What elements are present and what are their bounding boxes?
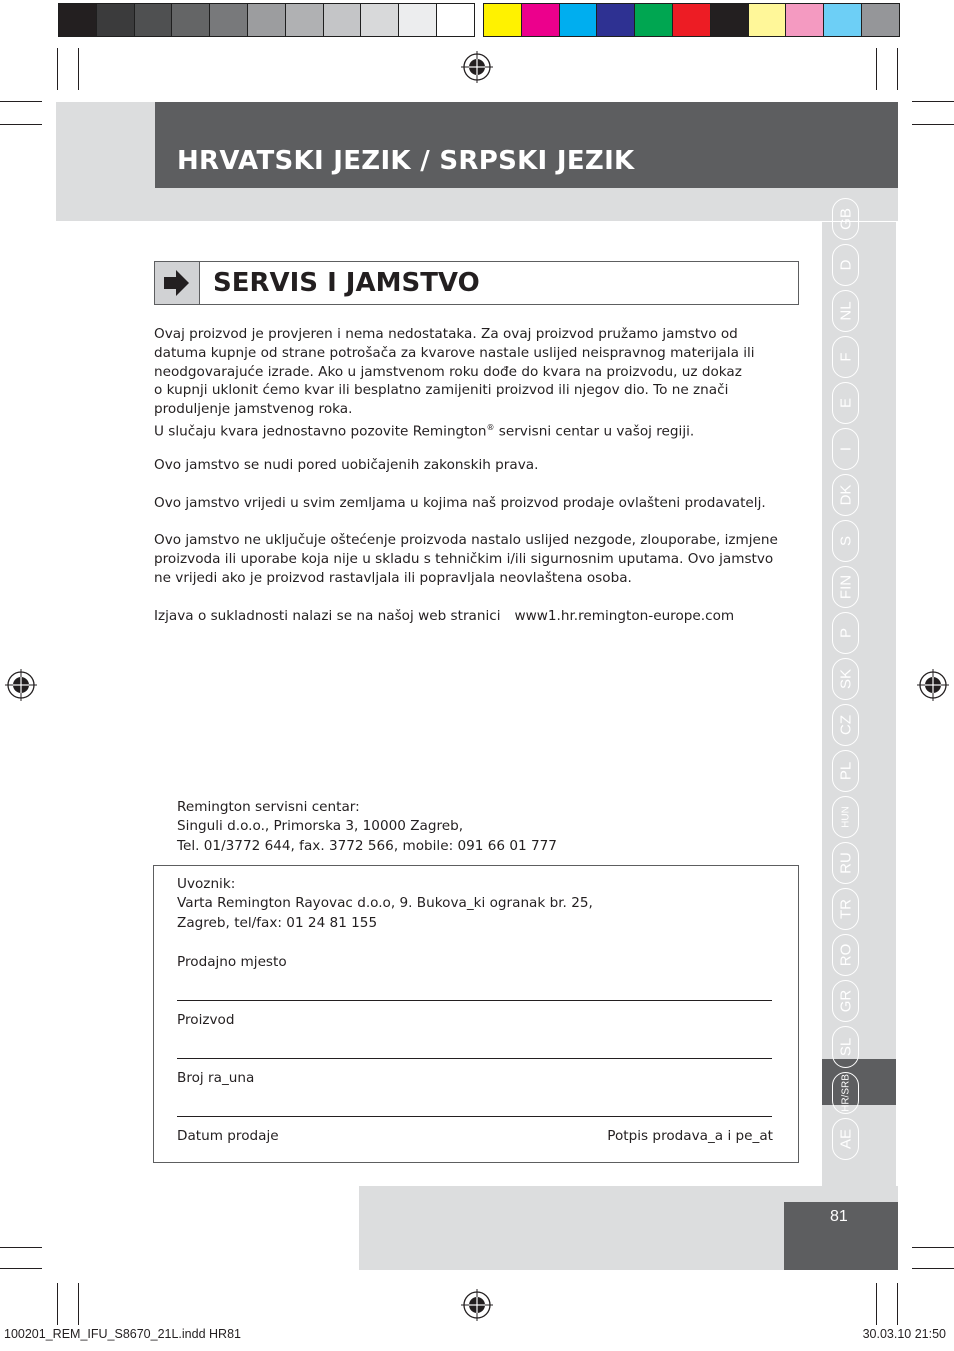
importer-block xyxy=(177,875,593,933)
language-tab-i[interactable] xyxy=(832,428,859,470)
crop-mark xyxy=(78,1283,79,1325)
language-tab-label: GB xyxy=(837,208,854,230)
date-slug: 30.03.10 21:50 xyxy=(862,1327,946,1341)
paragraph-text: servisni centar u vašoj regiji. xyxy=(494,423,695,440)
crop-mark xyxy=(912,1247,954,1248)
language-tab-label: F xyxy=(837,352,854,362)
language-tab-label: RO xyxy=(837,943,854,967)
language-tab-d[interactable] xyxy=(832,244,859,286)
page-number-box xyxy=(784,1202,898,1270)
language-tab-p[interactable] xyxy=(832,612,859,654)
crop-mark xyxy=(912,101,954,102)
language-tab-label: I xyxy=(837,446,854,452)
language-tab-label: D xyxy=(837,259,854,271)
service-center-address: Singuli d.o.o., Primorska 3, 10000 Zagreb, xyxy=(177,818,464,835)
language-tab-label: S xyxy=(837,535,854,547)
language-tab-dk[interactable] xyxy=(832,474,859,516)
warranty-paragraph-1b xyxy=(154,419,694,441)
color-swatch xyxy=(134,3,173,37)
section-title: SERVIS I JAMSTVO xyxy=(213,268,480,298)
fill-in-line xyxy=(177,1058,772,1059)
crop-mark xyxy=(78,48,79,90)
fill-in-line xyxy=(177,1116,772,1117)
conformity-statement xyxy=(154,607,734,626)
color-swatch xyxy=(398,3,437,37)
color-swatch xyxy=(559,3,598,37)
registration-mark-icon xyxy=(917,669,949,701)
language-tab-gr[interactable] xyxy=(832,980,859,1022)
color-swatch xyxy=(596,3,635,37)
language-tab-label: DK xyxy=(837,484,854,506)
language-tab-label: HUN xyxy=(840,806,851,828)
language-tab-e[interactable] xyxy=(832,382,859,424)
language-tab-label: AE xyxy=(837,1128,854,1150)
section-arrow-box xyxy=(155,262,200,304)
color-swatch xyxy=(285,3,324,37)
language-tab-label: RU xyxy=(837,852,854,874)
crop-mark xyxy=(0,124,42,125)
color-swatch xyxy=(483,3,522,37)
registration-mark-icon xyxy=(461,1289,493,1321)
service-center-label: Remington servisni centar: xyxy=(177,799,360,815)
page-header xyxy=(155,102,898,188)
language-tab-sk[interactable] xyxy=(832,658,859,700)
color-swatch xyxy=(672,3,711,37)
language-tab-label: FIN xyxy=(837,574,854,600)
color-swatch xyxy=(634,3,673,37)
language-tab-label: TR xyxy=(837,899,854,919)
service-center-block xyxy=(177,798,557,856)
language-tab-ru[interactable] xyxy=(832,842,859,884)
header-bottom-band xyxy=(155,188,898,221)
language-tab-nl[interactable] xyxy=(832,290,859,332)
crop-mark xyxy=(897,48,898,90)
crop-mark xyxy=(0,1247,42,1248)
warranty-paragraph-4: Ovo jamstvo ne uključuje oštećenje proizvoda nastalo uslijed nezgode, zlouporabe, izmjene proizvoda ili uporabe koja nije u skladu s tehničkim i/ili sigurnosnim uputama. Ovo jamstvo ne vrijedi ako je proizvod rastavljala ili popravljala neovlaštena osoba. xyxy=(154,532,778,586)
language-tab-label: SL xyxy=(837,1037,854,1057)
language-tab-tr[interactable] xyxy=(832,888,859,930)
crop-mark xyxy=(876,1283,877,1325)
color-swatch xyxy=(360,3,399,37)
language-tab-label: HR/SRB xyxy=(840,1074,851,1112)
color-swatch xyxy=(521,3,560,37)
language-tab-label: PL xyxy=(837,761,854,781)
crop-mark xyxy=(57,1283,58,1325)
field-label-seller-signature: Potpis prodava_a i pe_at xyxy=(607,1128,773,1144)
crop-mark xyxy=(876,48,877,90)
language-tab-ae[interactable] xyxy=(832,1118,859,1160)
language-tab-fin[interactable] xyxy=(832,566,859,608)
language-tab-f[interactable] xyxy=(832,336,859,378)
header-left-band xyxy=(56,102,155,221)
language-tab-label: P xyxy=(837,627,854,639)
arrow-right-icon xyxy=(155,262,199,304)
paragraph-text: U slučaju kvara jednostavno pozovite Remington xyxy=(154,423,487,440)
language-tab-label: GR xyxy=(837,989,854,1013)
section-heading xyxy=(154,261,799,305)
language-tab-hr-srb[interactable] xyxy=(832,1072,859,1114)
page-number: 81 xyxy=(830,1208,848,1225)
color-swatch xyxy=(96,3,135,37)
field-label-product: Proizvod xyxy=(177,1012,235,1028)
language-tab-pl[interactable] xyxy=(832,750,859,792)
warranty-paragraph-1: Ovaj proizvod je provjeren i nema nedostataka. Za ovaj proizvod pružamo jamstvo od datuma kupnje od strane potrošača za kvarove nastale uslijed neispravnog materijala ili neodgovarajuće izrade. Ako u jamstvenom roku dođe do kvara na proizvodu, uz dokaz o kupnji uklonit ćemo kvar ili besplatno zamijeniti proizvod ili njegov dio. To ne znači produljenje jamstvenog roka. xyxy=(154,326,755,418)
field-label-place-of-sale: Prodajno mjesto xyxy=(177,954,287,970)
crop-mark xyxy=(57,48,58,90)
language-tab-hun[interactable] xyxy=(832,796,859,838)
registration-mark-icon xyxy=(5,669,37,701)
color-swatch xyxy=(861,3,900,37)
language-tab-s[interactable] xyxy=(832,520,859,562)
language-tab-gb[interactable] xyxy=(832,198,859,240)
language-tab-ro[interactable] xyxy=(832,934,859,976)
language-tab-label: SK xyxy=(837,668,854,690)
color-swatch xyxy=(171,3,210,37)
crop-mark xyxy=(897,1283,898,1325)
crop-mark xyxy=(912,1268,954,1269)
paragraph-text: Izjava o sukladnosti nalazi se na našoj web stranici xyxy=(154,608,501,624)
field-label-receipt-number: Broj ra_una xyxy=(177,1070,255,1086)
field-label-date-of-sale: Datum prodaje xyxy=(177,1128,279,1144)
importer-label: Uvoznik: xyxy=(177,876,236,892)
crop-mark xyxy=(0,101,42,102)
importer-address: Varta Remington Rayovac d.o.o, 9. Bukova_ki ogranak br. 25, xyxy=(177,895,593,912)
color-swatch xyxy=(436,3,475,37)
service-center-phone: Tel. 01/3772 644, fax. 3772 566, mobile: 091 66 01 777 xyxy=(177,837,557,854)
color-swatch xyxy=(785,3,824,37)
warranty-paragraph-3: Ovo jamstvo vrijedi u svim zemljama u kojima naš proizvod prodaje ovlašteni prodavatelj. xyxy=(154,495,766,511)
color-swatch xyxy=(710,3,749,37)
color-swatch xyxy=(209,3,248,37)
file-slug: 100201_REM_IFU_S8670_21L.indd HR81 xyxy=(4,1327,241,1341)
color-swatch xyxy=(323,3,362,37)
registration-mark-icon xyxy=(461,51,493,83)
language-tab-sl[interactable] xyxy=(832,1026,859,1068)
importer-phone: Zagreb, tel/fax: 01 24 81 155 xyxy=(177,914,378,931)
color-swatch xyxy=(748,3,787,37)
page-title: HRVATSKI JEZIK / SRPSKI JEZIK xyxy=(177,146,635,176)
language-tab-cz[interactable] xyxy=(832,704,859,746)
registered-mark: ® xyxy=(486,423,495,432)
color-swatch xyxy=(247,3,286,37)
language-tab-label: CZ xyxy=(837,715,854,735)
warranty-paragraph-2: Ovo jamstvo se nudi pored uobičajenih zakonskih prava. xyxy=(154,457,539,473)
language-tab-label: E xyxy=(837,397,854,409)
crop-mark xyxy=(0,1268,42,1269)
language-tab-label: NL xyxy=(837,301,854,321)
color-swatch xyxy=(58,3,97,37)
crop-mark xyxy=(912,124,954,125)
website-link[interactable]: www1.hr.remington-europe.com xyxy=(514,608,735,624)
fill-in-line xyxy=(177,1000,772,1001)
color-swatch xyxy=(823,3,862,37)
